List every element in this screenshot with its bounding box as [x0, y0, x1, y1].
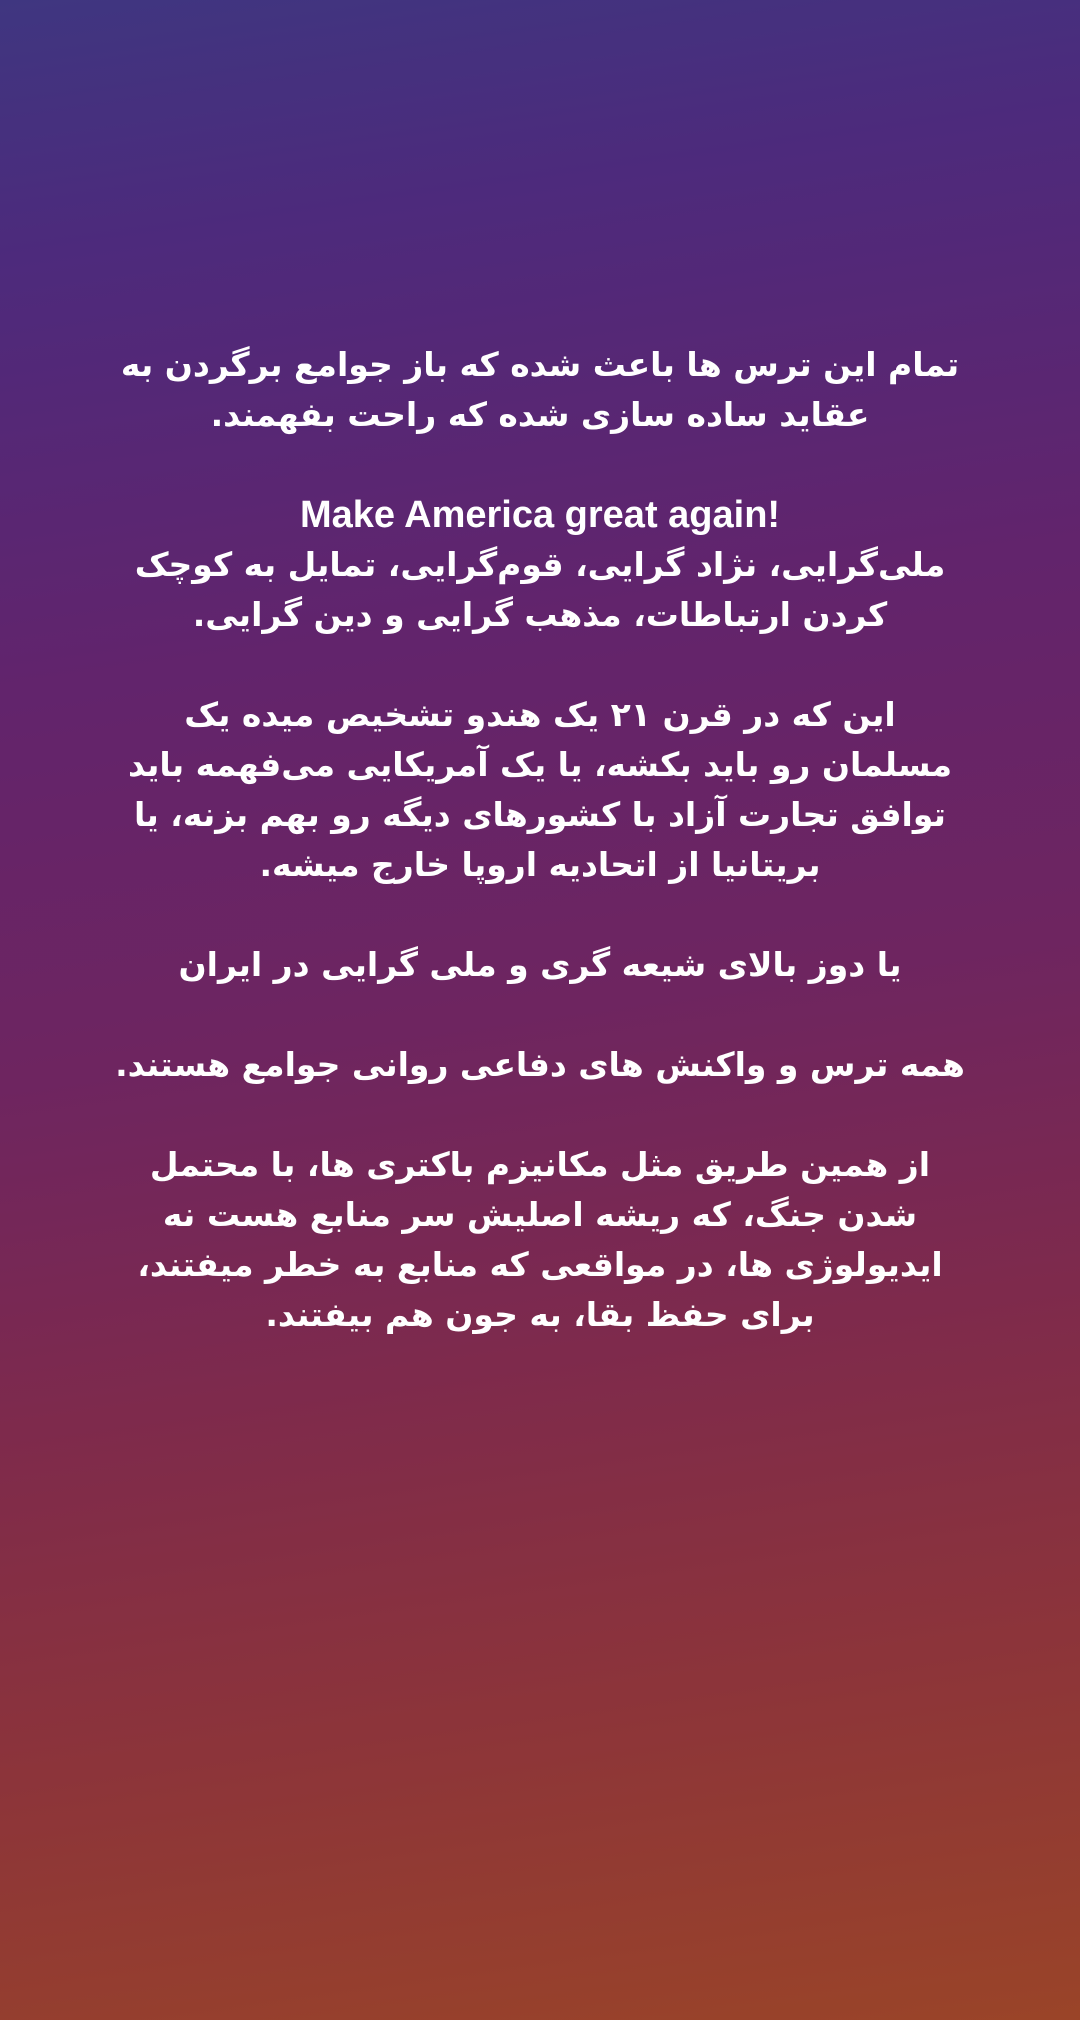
- paragraph-3: [80, 690, 1000, 890]
- text-line: توافق تجارت آزاد با کشورهای دیگه رو بهم بزنه، یا: [134, 795, 946, 834]
- text-line: برای حفظ بقا، به جون هم بیفتند.: [265, 1295, 815, 1334]
- paragraph-2: [80, 490, 1000, 640]
- text-line: یا دوز بالای شیعه گری و ملی گرایی در ایران: [178, 945, 902, 984]
- story-text-block: [80, 340, 1000, 1390]
- paragraph-6: [80, 1140, 1000, 1340]
- text-line: عقاید ساده سازی شده که راحت بفهمند.: [210, 395, 870, 434]
- text-line: ملی‌گرایی، نژاد گرایی، قوم‌گرایی، تمایل به کوچک: [134, 545, 946, 584]
- text-line: بریتانیا از اتحادیه اروپا خارج میشه.: [259, 845, 821, 884]
- paragraph-4: [80, 940, 1000, 990]
- text-line: تمام این ترس ها باعث شده که باز جوامع برگردن به: [120, 345, 960, 384]
- text-line: کردن ارتباطات، مذهب گرایی و دین گرایی.: [192, 595, 888, 634]
- text-line: شدن جنگ، که ریشه اصلیش سر منابع هست نه: [162, 1195, 918, 1234]
- text-line: همه ترس و واکنش های دفاعی روانی جوامع هستند.: [115, 1045, 965, 1084]
- text-line: مسلمان رو باید بکشه، یا یک آمریکایی می‌فهمه باید: [127, 745, 953, 784]
- text-line: این که در قرن ۲۱ یک هندو تشخیص میده یک: [184, 695, 896, 734]
- paragraph-1: [80, 340, 1000, 440]
- text-line: از همین طریق مثل مکانیزم باکتری ها، با محتمل: [149, 1145, 931, 1184]
- slogan-line: Make America great again!: [299, 494, 781, 536]
- paragraph-5: [80, 1040, 1000, 1090]
- text-line: ایدیولوژی ها، در مواقعی که منابع به خطر میفتند،: [137, 1245, 943, 1284]
